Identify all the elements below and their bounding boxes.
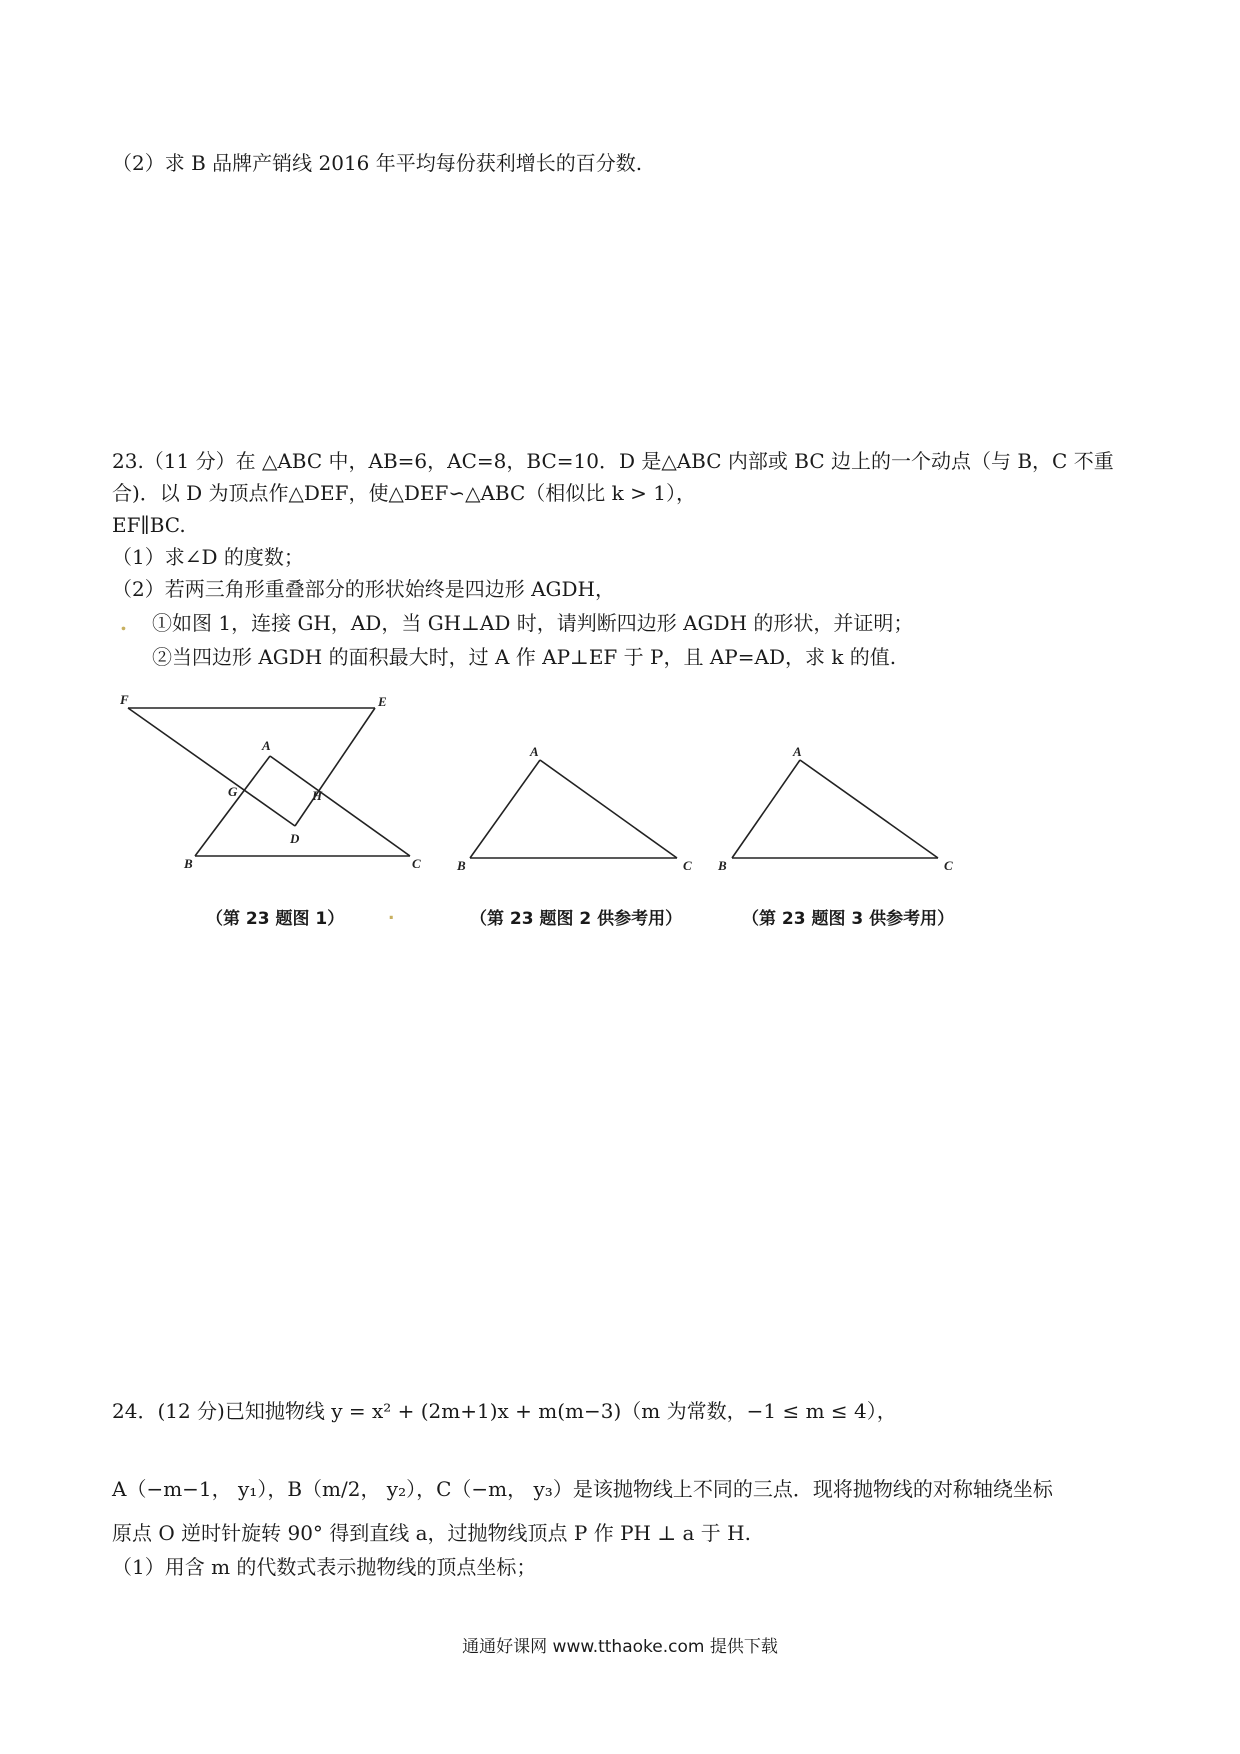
figure-1 bbox=[110, 690, 440, 880]
q23-line2: 合)．以 D 为顶点作△DEF，使△DEF∽△ABC（相似比 k > 1）， bbox=[112, 481, 696, 505]
q23-part2: （2）若两三角形重叠部分的形状始终是四边形 AGDH， bbox=[112, 577, 615, 601]
line-AB bbox=[195, 756, 270, 856]
q23-sub2: ②当四边形 AGDH 的面积最大时，过 A 作 AP⊥EF 于 P，且 AP=AD，求 k 的值. bbox=[152, 645, 897, 669]
line-AB bbox=[732, 760, 800, 858]
label-A: A bbox=[793, 744, 802, 759]
q24-line1: 24．(12 分)已知抛物线 y = x² + (2m+1)x + m(m−3)（m 为常数，−1 ≤ m ≤ 4）， bbox=[112, 1399, 897, 1423]
label-C: C bbox=[944, 858, 953, 873]
label-B: B bbox=[457, 858, 466, 873]
label-C: C bbox=[412, 856, 421, 871]
dot-mark: . bbox=[388, 904, 395, 924]
line-ED bbox=[295, 708, 375, 826]
footer: 通通好课网 www.tthaoke.com 提供下载 bbox=[462, 1637, 778, 1657]
q23-sub1: ①如图 1，连接 GH，AD，当 GH⊥AD 时，请判断四边形 AGDH 的形状，并证明； bbox=[152, 611, 914, 635]
figure-3 bbox=[710, 740, 980, 880]
dot-mark: . bbox=[120, 611, 127, 635]
line-FD bbox=[128, 708, 295, 826]
line-AB bbox=[470, 760, 540, 858]
fig1-dot bbox=[388, 904, 394, 924]
q24-line3: 原点 O 逆时针旋转 90° 得到直线 a，过抛物线顶点 P 作 PH ⊥ a 于 H. bbox=[112, 1521, 751, 1545]
label-F: F bbox=[120, 692, 129, 707]
q23-line3: EF∥BC. bbox=[112, 513, 186, 537]
label-D: D bbox=[290, 831, 300, 846]
label-C: C bbox=[683, 858, 692, 873]
label-A: A bbox=[262, 738, 271, 753]
label-E: E bbox=[378, 694, 387, 709]
label-B: B bbox=[718, 858, 727, 873]
label-A: A bbox=[530, 744, 539, 759]
q24-part1: （1）用含 m 的代数式表示抛物线的顶点坐标； bbox=[112, 1555, 537, 1579]
q23-line1: 23.（11 分）在 △ABC 中，AB=6，AC=8，BC=10．D 是△ABC 内部或 BC 边上的一个动点（与 B，C 不重 bbox=[112, 449, 1114, 473]
line-AC bbox=[800, 760, 938, 858]
line-AC bbox=[540, 760, 677, 858]
label-G: G bbox=[228, 784, 238, 799]
label-B: B bbox=[184, 856, 193, 871]
fig2-caption: （第 23 题图 2 供参考用） bbox=[470, 909, 683, 929]
fig1-caption: （第 23 题图 1） bbox=[206, 909, 345, 929]
q23-dot-mark bbox=[120, 610, 127, 636]
label-H: H bbox=[312, 788, 323, 803]
q22-part2: （2）求 B 品牌产销线 2016 年平均每份获利增长的百分数. bbox=[112, 151, 643, 175]
figure-2 bbox=[445, 740, 715, 880]
q23-part1: （1）求∠D 的度数； bbox=[112, 545, 304, 569]
q24-line2: A（−m−1， y₁），B（m/2， y₂），C（−m， y₃）是该抛物线上不同的三点．现将抛物线的对称轴绕坐标 bbox=[112, 1477, 1053, 1501]
fig3-caption: （第 23 题图 3 供参考用） bbox=[742, 909, 955, 929]
